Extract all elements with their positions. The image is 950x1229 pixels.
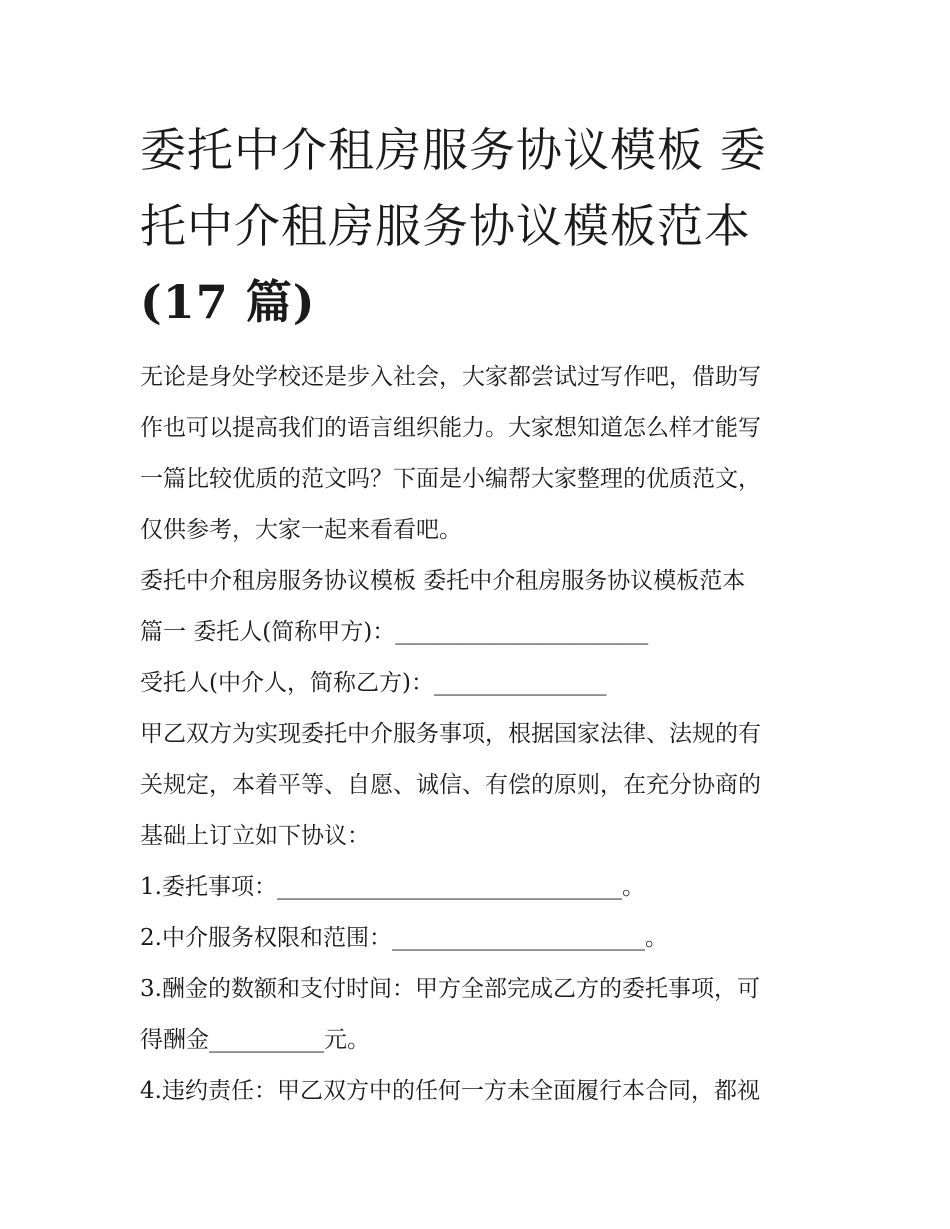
intro-line: 作也可以提高我们的语言组织能力。大家想知道怎么样才能写 xyxy=(140,415,761,441)
section-heading: 委托中介租房服务协议模板 委托中介租房服务协议模板范本 xyxy=(140,568,746,594)
document-title xyxy=(140,112,820,340)
intro-line: 一篇比较优质的范文吗？下面是小编帮大家整理的优质范文， xyxy=(140,466,761,492)
title-line: 委托中介租房服务协议模板 委 xyxy=(140,123,767,177)
intro-line: 无论是身处学校还是步入社会，大家都尝试过写作吧，借助写 xyxy=(140,364,761,390)
clause-2: 2.中介服务权限和范围：______________________。 xyxy=(140,925,668,951)
title-line: (17 篇) xyxy=(140,275,316,329)
clause-3: 3.酬金的数额和支付时间：甲方全部完成乙方的委托事项，可 xyxy=(140,976,760,1002)
clause-4: 4.违约责任：甲乙双方中的任何一方未全面履行本合同，都视 xyxy=(140,1078,760,1104)
agreement-line: 甲乙双方为实现委托中介服务事项，根据国家法律、法规的有 xyxy=(140,721,761,747)
clause-3-continued: 得酬金__________元。 xyxy=(140,1027,370,1053)
document-body xyxy=(140,352,820,1117)
title-line: 托中介租房服务协议模板范本 xyxy=(140,199,751,253)
party-b-line: 受托人(中介人，简称乙方)：_______________ xyxy=(140,670,607,696)
intro-line: 仅供参考，大家一起来看看吧。 xyxy=(140,517,462,543)
party-a-line: 篇一 委托人(简称甲方)：______________________ xyxy=(140,619,649,645)
agreement-line: 关规定，本着平等、自愿、诚信、有偿的原则，在充分协商的 xyxy=(140,772,761,798)
agreement-line: 基础上订立如下协议： xyxy=(140,823,370,849)
clause-1: 1.委托事项：______________________________。 xyxy=(140,874,645,900)
document-page xyxy=(140,112,820,1117)
